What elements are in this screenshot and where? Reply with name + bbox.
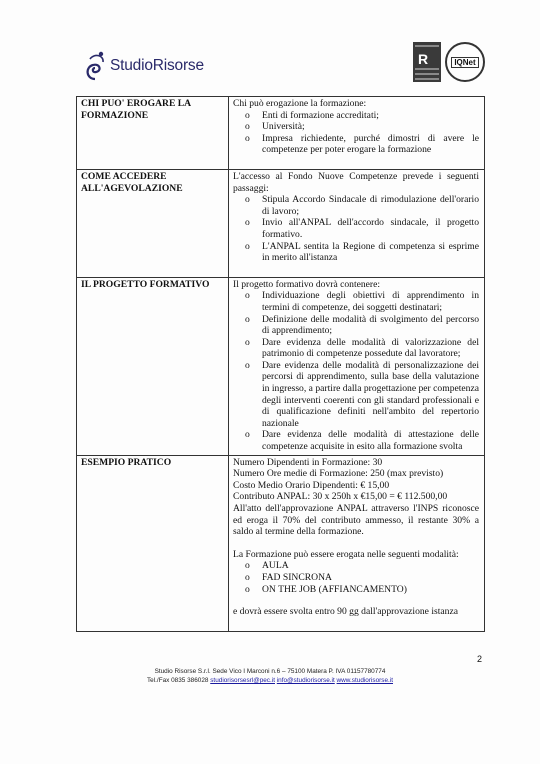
closing-text: e dovrà essere svolta entro 90 gg dall'approvazione istanza: [233, 606, 458, 618]
bullet-list: [233, 110, 479, 156]
footer-phone: Tel./Fax 0835 386028: [146, 677, 209, 684]
list-item: o Stipula Accordo Sindacale di rimodulazione dell'orario di lavoro;: [233, 194, 479, 217]
list-item: o Dare evidenza delle modalità di attestazione delle competenze acquisite in esito alla formazione svolta: [233, 429, 479, 452]
table-row: [77, 455, 485, 631]
bullet-list: [233, 290, 479, 452]
website-link[interactable]: www.studiorisorse.it: [336, 677, 393, 684]
list-item: o Dare evidenza delle modalità di valorizzazione del patrimonio di competenze possedute dal lavoratore;: [233, 337, 479, 360]
list-item: o Invio all'ANPAL dell'accordo sindacale, il progetto formativo.: [233, 217, 479, 240]
company-logo: [82, 48, 204, 84]
modes-intro: La Formazione può essere erogata nelle seguenti modalità:: [233, 548, 459, 560]
row-label: COME ACCEDERE ALL'AGEVOLAZIONE: [77, 169, 229, 277]
list-item: o L'ANPAL sentita la Regione di competenza si esprime in merito all'istanza: [233, 241, 479, 264]
table-row: [77, 277, 485, 455]
modes-list: [233, 560, 479, 595]
example-line: Costo Medio Orario Dipendenti: € 15,00: [233, 479, 390, 491]
list-item: o Impresa richiedente, purché dimostri di avere le competenze per poter erogare la formazione: [233, 133, 479, 156]
table-row: [77, 97, 485, 170]
row-label: CHI PUO' EROGARE LA FORMAZIONE: [77, 97, 229, 170]
footer-address: Studio Risorse S.r.l. Sede Vico I Marconi n.6 – 75100 Matera P. IVA 01157780774: [154, 668, 386, 675]
row-label: IL PROGETTO FORMATIVO: [77, 277, 229, 455]
example-line: Numero Ore medie di Formazione: 250 (max previsto): [233, 468, 444, 480]
table-row: [77, 169, 485, 277]
row-intro: Il progetto formativo dovrà contenere:: [233, 278, 381, 290]
certification-badge-icon: R: [413, 42, 441, 82]
list-item: o Università;: [233, 121, 479, 133]
bullet-list: [233, 194, 479, 264]
company-name: StudioRisorse: [110, 57, 204, 74]
row-label: ESEMPIO PRATICO: [77, 455, 229, 631]
page-number: 2: [477, 654, 483, 664]
example-paragraph: All'atto dell'approvazione ANPAL attraverso l'INPS riconosce ed eroga il 70% del contributo ammesso, il restante 30% a saldo al termine della formazione.: [233, 503, 479, 538]
certification-marks: [413, 42, 485, 82]
row-content: [229, 97, 485, 170]
row-content: [229, 277, 485, 455]
email-link[interactable]: info@studiorisorse.it: [276, 677, 335, 684]
iqnet-seal-icon: IQNet: [445, 42, 485, 82]
list-item: o Individuazione degli obiettivi di apprendimento in termini di competenze, dei soggetti destinatari;: [233, 290, 479, 313]
pec-link[interactable]: studiorisorsesrl@pec.it: [210, 677, 275, 684]
list-item: o FAD SINCRONA: [233, 572, 479, 584]
list-item: o Dare evidenza delle modalità di personalizzazione dei percorsi di apprendimento, sulla base della valutazione in ingresso, a partire dalla progettazione per competenza degli interventi coerenti con gli standard professionali e di qualificazione definiti nell'ambito del repertorio nazionale: [233, 360, 479, 430]
info-table: [76, 96, 485, 632]
row-content: [229, 169, 485, 277]
row-content: [229, 455, 485, 631]
example-line: Contributo ANPAL: 30 x 250h x €15,00 = € 112.500,00: [233, 491, 448, 503]
list-item: o Enti di formazione accreditati;: [233, 110, 479, 122]
list-item: o AULA: [233, 560, 479, 572]
list-item: o ON THE JOB (AFFIANCAMENTO): [233, 584, 479, 596]
example-line: Numero Dipendenti in Formazione: 30: [233, 456, 383, 468]
footer-contacts: [0, 677, 540, 684]
row-intro: L'accesso al Fondo Nuove Competenze prevede i seguenti passaggi:: [233, 170, 479, 194]
list-item: o Definizione delle modalità di svolgimento del percorso di apprendimento;: [233, 314, 479, 337]
spiral-logo-icon: [82, 49, 108, 83]
row-intro: Chi può erogazione la formazione:: [233, 98, 367, 109]
